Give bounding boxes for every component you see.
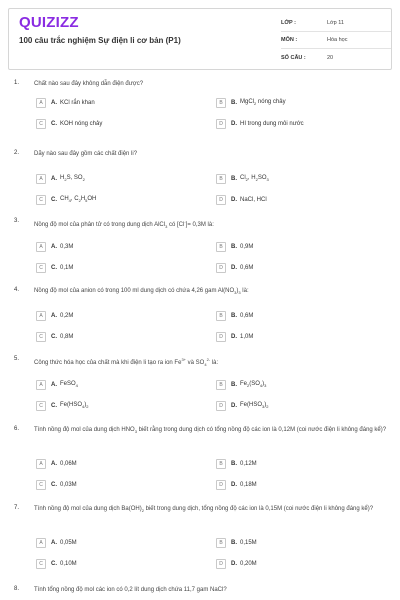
question-number: 7.	[14, 505, 20, 511]
option-letter: B.	[231, 244, 237, 250]
option-text: 0,9M	[240, 244, 254, 250]
answer-option-b[interactable]	[216, 309, 253, 323]
option-text: 0,6M	[240, 313, 254, 319]
question-text: Công thức hóa học của chất mà khi điện li tạo ra ion $Fe^{3+}$ và $SO_4^{2-}$ là:	[34, 357, 219, 368]
option-text: 0,8M	[60, 334, 74, 340]
option-letter: A.	[51, 382, 57, 388]
answer-option-d[interactable]	[216, 330, 253, 344]
option-letter: B.	[231, 176, 237, 182]
answer-option-c[interactable]	[36, 261, 73, 275]
option-letter: D.	[231, 265, 237, 271]
document-header	[8, 8, 392, 70]
option-checkbox[interactable]: D	[216, 559, 226, 569]
option-checkbox[interactable]: D	[216, 332, 226, 342]
option-text: $H_2S$, $SO_2$	[60, 175, 85, 183]
option-checkbox[interactable]: D	[216, 195, 226, 205]
option-checkbox[interactable]: B	[216, 242, 226, 252]
answer-option-a[interactable]	[36, 240, 73, 254]
question-number: 4.	[14, 287, 20, 293]
option-text: 0,06M	[60, 461, 77, 467]
option-letter: A.	[51, 313, 57, 319]
answer-option-a[interactable]	[36, 536, 77, 550]
option-text: NaCl, HCl	[240, 197, 267, 203]
meta-row-count	[281, 49, 391, 66]
option-text: 0,20M	[240, 561, 257, 567]
question-number: 8.	[14, 586, 20, 592]
option-text: $Fe_2(SO_4)_3$	[240, 381, 267, 389]
option-checkbox[interactable]: B	[216, 174, 226, 184]
option-checkbox[interactable]: B	[216, 459, 226, 469]
answer-option-a[interactable]	[36, 96, 95, 110]
option-letter: D.	[231, 403, 237, 409]
answer-option-a[interactable]	[36, 457, 77, 471]
answer-option-c[interactable]	[36, 557, 77, 571]
option-text: MgCl$_2$ nóng chảy	[240, 99, 286, 107]
option-letter: D.	[231, 197, 237, 203]
option-letter: A.	[51, 176, 57, 182]
option-checkbox[interactable]: A	[36, 242, 46, 252]
meta-row-grade	[281, 15, 391, 32]
answer-option-b[interactable]	[216, 378, 266, 392]
answer-option-c[interactable]	[36, 330, 73, 344]
question-text: Nồng độ mol của phân tử có trong dung dịch AlCl$_3$ có [Cl-]= 0,3M là:	[34, 219, 214, 230]
option-checkbox[interactable]: A	[36, 98, 46, 108]
question-text: Chất nào sau đây không dẫn điện được?	[34, 81, 144, 87]
meta-label: SỐ CÂU :	[281, 54, 306, 61]
option-letter: B.	[231, 540, 237, 546]
answer-option-b[interactable]	[216, 96, 286, 110]
option-text: 0,2M	[60, 313, 74, 319]
meta-value: 20	[327, 54, 334, 61]
question-number: 1.	[14, 80, 20, 86]
question-number: 6.	[14, 426, 20, 432]
meta-table	[281, 15, 391, 66]
answer-option-c[interactable]	[36, 478, 77, 492]
option-checkbox[interactable]: C	[36, 401, 46, 411]
option-text: FeSO$_4$	[60, 381, 78, 389]
meta-value: Hóa học	[327, 37, 348, 43]
meta-label: LỚP :	[281, 20, 296, 26]
option-text: $Fe(HSO_3)_2$	[240, 402, 269, 410]
option-letter: C.	[51, 197, 57, 203]
option-checkbox[interactable]: C	[36, 195, 46, 205]
option-checkbox[interactable]: D	[216, 119, 226, 129]
option-letter: A.	[51, 100, 57, 106]
option-text: 0,10M	[60, 561, 77, 567]
meta-label: MÔN :	[281, 37, 298, 43]
option-letter: C.	[51, 265, 57, 271]
option-letter: D.	[231, 482, 237, 488]
answer-option-c[interactable]	[36, 193, 96, 207]
question-number: 5.	[14, 356, 20, 362]
option-checkbox[interactable]: B	[216, 380, 226, 390]
option-text: KCl rắn khan	[60, 100, 95, 106]
option-text: 0,12M	[240, 461, 257, 467]
answer-option-d[interactable]	[216, 478, 257, 492]
option-checkbox[interactable]: A	[36, 538, 46, 548]
option-text: HI trong dung môi nước	[240, 121, 304, 127]
option-text: 0,05M	[60, 540, 77, 546]
question-text: Tính nồng độ mol của dung dịch $HNO_3$ biết rằng trong dung dịch có tổng nồng độ các ion là 0,12M (coi nước điện li không đáng kể)?	[34, 427, 387, 435]
answer-option-c[interactable]	[36, 399, 88, 413]
option-checkbox[interactable]: D	[216, 263, 226, 273]
answer-option-b[interactable]	[216, 172, 269, 186]
option-letter: A.	[51, 540, 57, 546]
option-checkbox[interactable]: C	[36, 559, 46, 569]
option-checkbox[interactable]: A	[36, 459, 46, 469]
option-text: 0,15M	[240, 540, 257, 546]
answer-option-c[interactable]	[36, 117, 102, 131]
option-checkbox[interactable]: D	[216, 401, 226, 411]
option-letter: D.	[231, 561, 237, 567]
answer-option-d[interactable]	[216, 193, 267, 207]
option-letter: C.	[51, 121, 57, 127]
question-text: Nồng độ mol của anion có trong 100 ml dung dịch có chứa 4,26 gam $Al(NO_3)_3$ là:	[34, 288, 249, 296]
option-letter: B.	[231, 313, 237, 319]
option-letter: C.	[51, 334, 57, 340]
option-text: $CH_4$, $C_2H_5OH$	[60, 196, 97, 204]
question-number: 2.	[14, 150, 20, 156]
option-letter: B.	[231, 382, 237, 388]
option-checkbox[interactable]: C	[36, 119, 46, 129]
meta-value: Lớp 11	[327, 20, 344, 26]
option-text: 0,3M	[60, 244, 74, 250]
answer-option-d[interactable]	[216, 261, 253, 275]
option-letter: B.	[231, 100, 237, 106]
answer-option-a[interactable]	[36, 309, 73, 323]
option-checkbox[interactable]: B	[216, 538, 226, 548]
question-text: Tính nồng độ mol của dung dịch $Ba(OH)_2$ biết trong dung dịch, tổng nồng độ các ion là 0,15M (coi nước điện li không đáng kể)?	[34, 506, 374, 514]
option-checkbox[interactable]: C	[36, 332, 46, 342]
option-checkbox[interactable]: C	[36, 263, 46, 273]
document-title: 100 câu trắc nghiệm Sự điện li cơ bản (P1)	[19, 36, 181, 45]
option-checkbox[interactable]: B	[216, 98, 226, 108]
answer-option-b[interactable]	[216, 240, 253, 254]
answer-option-a[interactable]	[36, 378, 78, 392]
option-letter: C.	[51, 403, 57, 409]
option-checkbox[interactable]: A	[36, 311, 46, 321]
option-text: KOH nóng chảy	[60, 121, 103, 127]
question-text: Tính tổng nồng độ mol các ion có 0,2 lít dung dịch chứa 11,7 gam NaCl?	[34, 587, 227, 593]
answer-option-d[interactable]	[216, 557, 257, 571]
answer-option-b[interactable]	[216, 536, 257, 550]
option-checkbox[interactable]: D	[216, 480, 226, 490]
option-text: $Cl_2$, $H_2SO_3$	[240, 175, 269, 183]
meta-row-subject	[281, 32, 391, 49]
option-text: 0,03M	[60, 482, 77, 488]
option-text: 0,6M	[240, 265, 254, 271]
option-checkbox[interactable]: A	[36, 174, 46, 184]
option-letter: A.	[51, 461, 57, 467]
option-text: 0,1M	[60, 265, 74, 271]
option-text: 0,18M	[240, 482, 257, 488]
question-number: 3.	[14, 218, 20, 224]
option-text: $Fe(HSO_4)_2$	[60, 402, 89, 410]
option-letter: D.	[231, 334, 237, 340]
option-letter: D.	[231, 121, 237, 127]
option-text: 1,0M	[240, 334, 254, 340]
quizizz-logo[interactable]: QUIZIZZ	[19, 14, 79, 31]
option-letter: A.	[51, 244, 57, 250]
option-checkbox[interactable]: A	[36, 380, 46, 390]
answer-option-d[interactable]	[216, 399, 268, 413]
answer-option-b[interactable]	[216, 457, 257, 471]
option-checkbox[interactable]: C	[36, 480, 46, 490]
option-letter: C.	[51, 482, 57, 488]
option-letter: B.	[231, 461, 237, 467]
option-checkbox[interactable]: B	[216, 311, 226, 321]
answer-option-d[interactable]	[216, 117, 304, 131]
question-text: Dãy nào sau đây gồm các chất điện li?	[34, 151, 138, 157]
option-letter: C.	[51, 561, 57, 567]
answer-option-a[interactable]	[36, 172, 85, 186]
